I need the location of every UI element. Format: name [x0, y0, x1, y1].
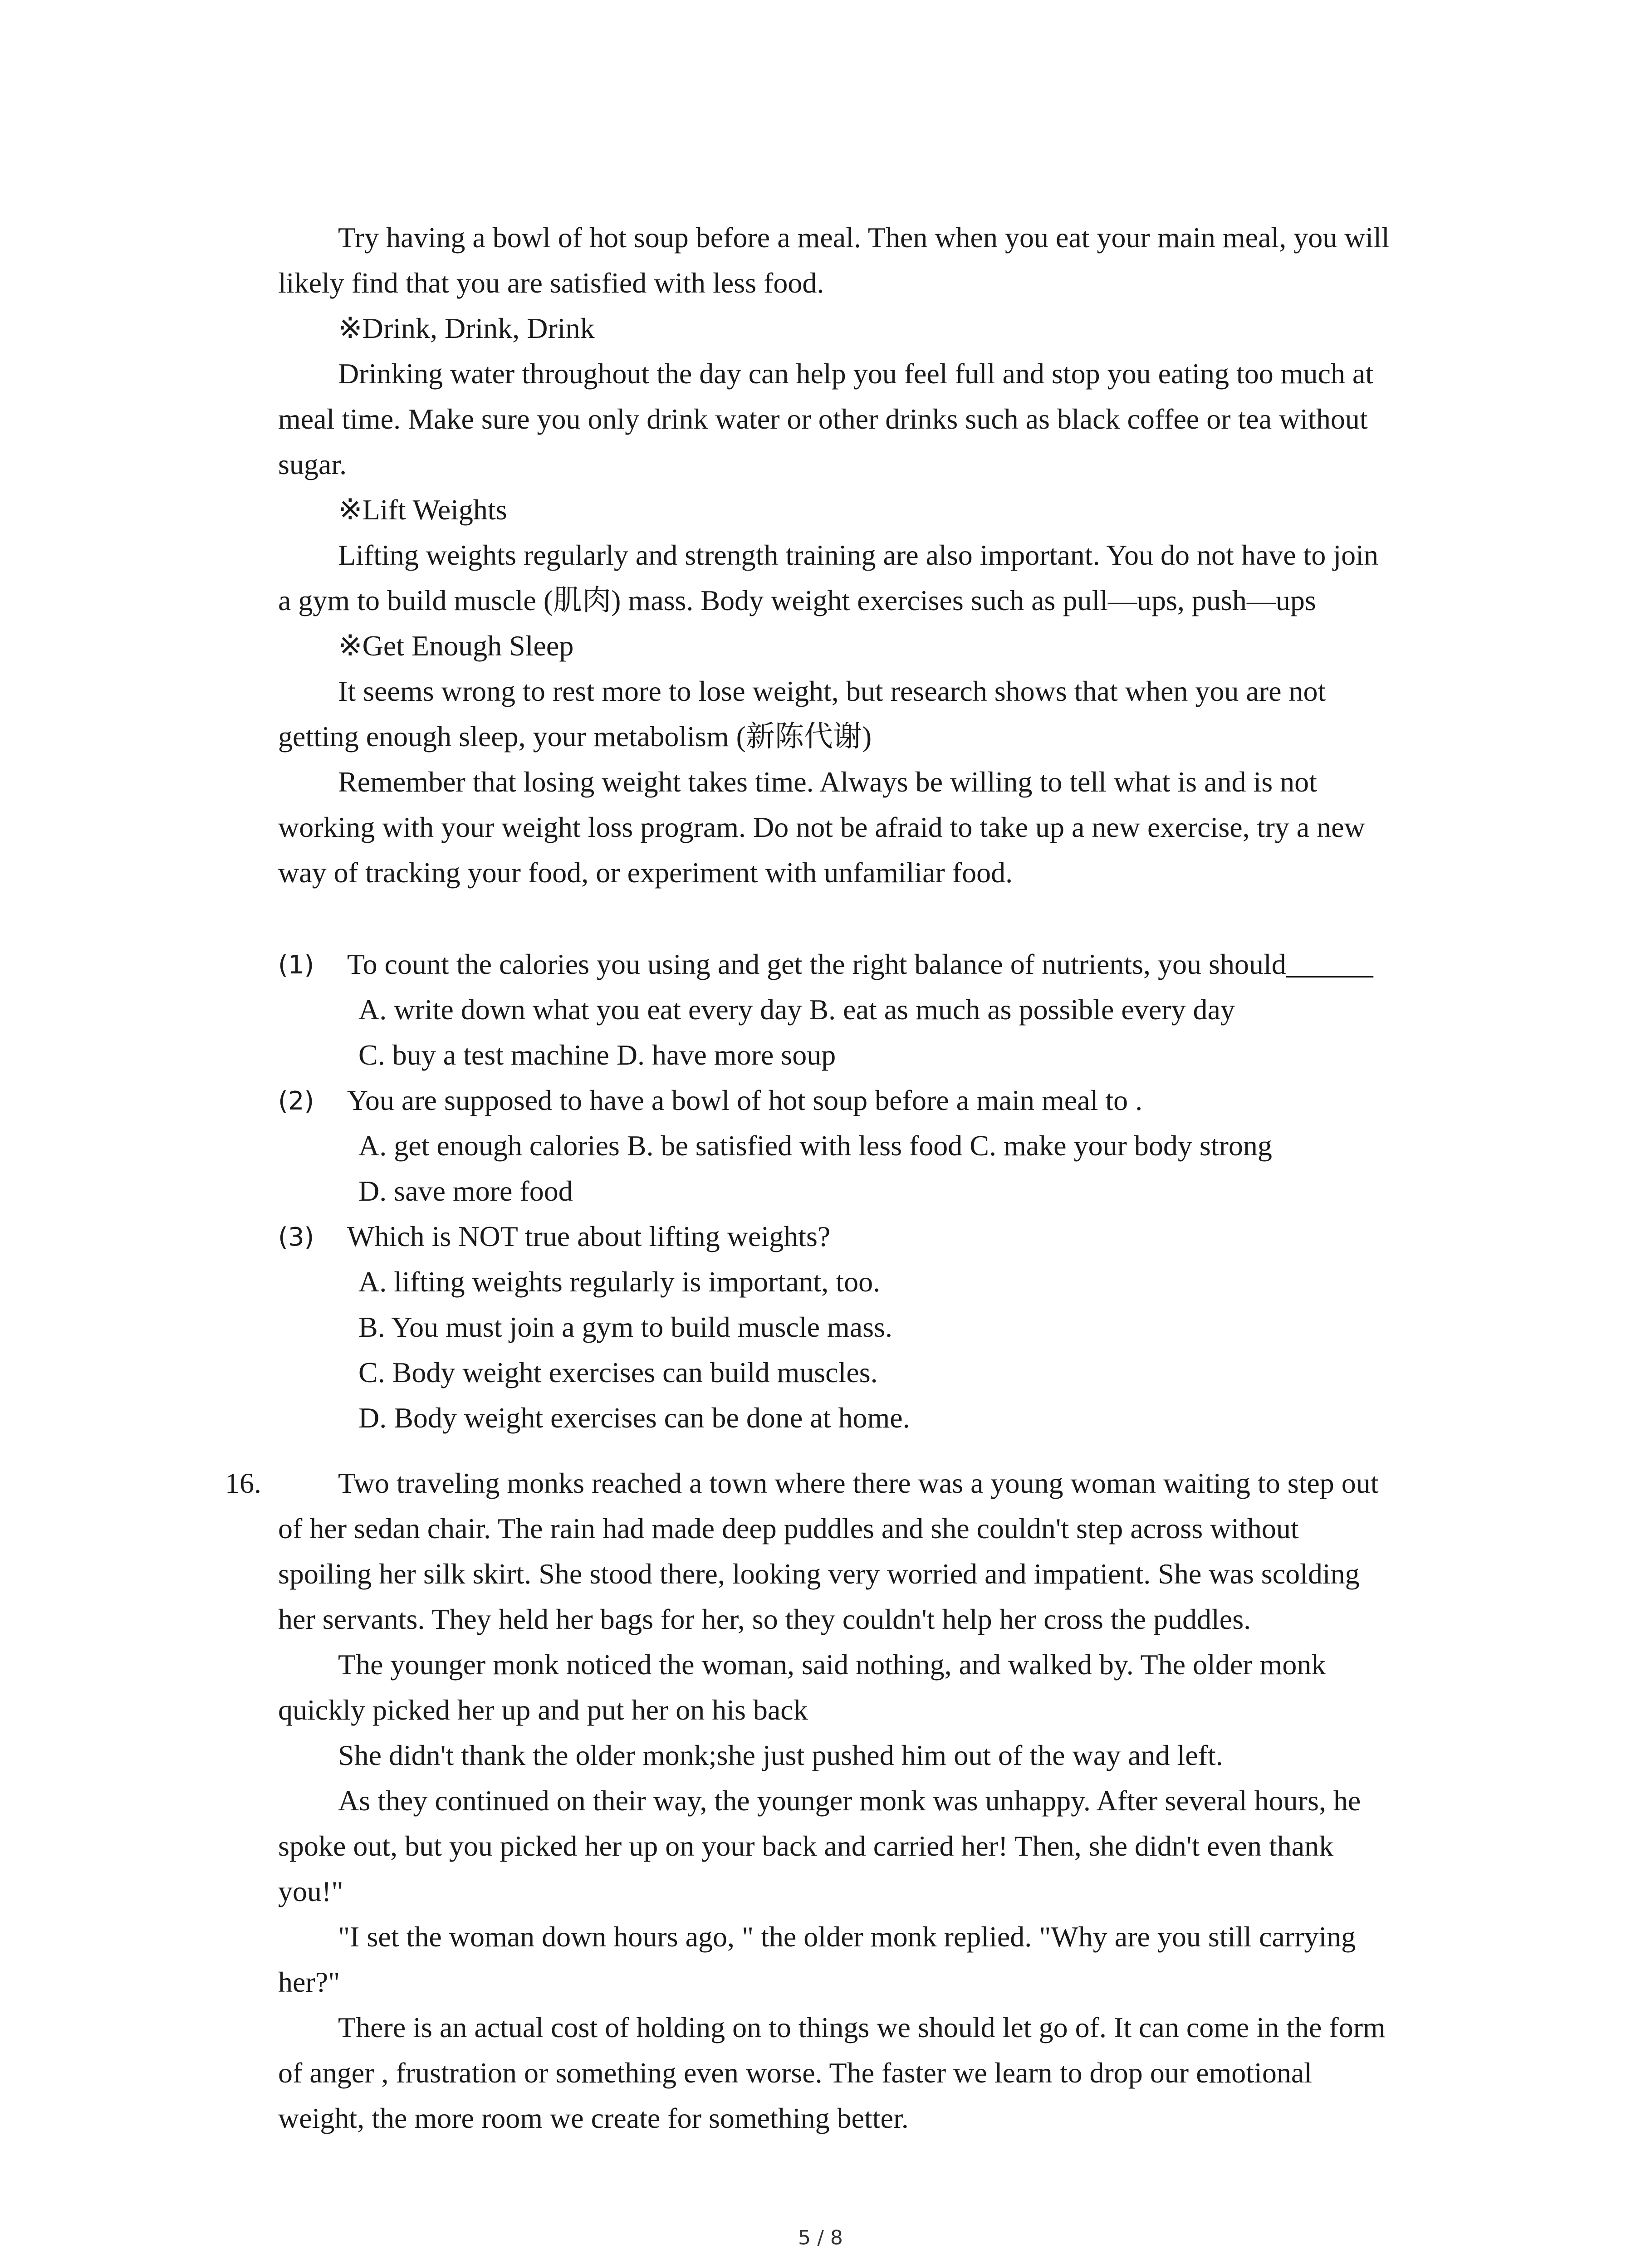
paragraph-line: It seems wrong to rest more to lose weight, but research shows that when you are not — [338, 675, 1326, 707]
paragraph-line: Remember that losing weight takes time. Always be willing to tell what is and is not — [338, 766, 1317, 798]
question-number: (3) — [278, 1222, 314, 1252]
paragraph-line: working with your weight loss program. Do not be afraid to take up a new exercise, try a new — [278, 811, 1365, 843]
question-option: D. Body weight exercises can be done at home. — [358, 1402, 910, 1434]
paragraph-line: Lifting weights regularly and strength training are also important. You do not have to join — [338, 539, 1378, 571]
paragraph-line: likely find that you are satisfied with less food. — [278, 267, 824, 299]
paragraph-line: spoke out, but you picked her up on your back and carried her! Then, she didn't even thank — [278, 1830, 1334, 1862]
question-option: C. Body weight exercises can build muscles. — [358, 1356, 878, 1388]
question-number: (2) — [278, 1086, 314, 1116]
question-options: C. buy a test machine D. have more soup — [358, 1039, 836, 1071]
paragraph-line: Drinking water throughout the day can help you feel full and stop you eating too much at — [338, 357, 1374, 390]
paragraph-line: way of tracking your food, or experiment with unfamiliar food. — [278, 856, 1013, 889]
question-number: (1) — [278, 950, 314, 980]
paragraph-line: Try having a bowl of hot soup before a meal. Then when you eat your main meal, you will — [338, 221, 1390, 254]
paragraph-line: of anger , frustration or something even worse. The faster we learn to drop our emotional — [278, 2057, 1312, 2089]
paragraph-line: Two traveling monks reached a town where there was a young woman waiting to step out — [338, 1467, 1379, 1499]
question-option: B. You must join a gym to build muscle mass. — [358, 1311, 892, 1343]
item-number: 16. — [225, 1467, 261, 1499]
paragraph-line: her servants. They held her bags for her, so they couldn't help her cross the puddles. — [278, 1603, 1251, 1635]
paragraph-line: As they continued on their way, the younger monk was unhappy. After several hours, he — [338, 1784, 1361, 1817]
question-option: A. lifting weights regularly is important, too. — [358, 1266, 881, 1298]
question-text: Which is NOT true about lifting weights? — [347, 1220, 831, 1252]
paragraph-line: you!" — [278, 1875, 343, 1907]
paragraph-line: weight, the more room we create for something better. — [278, 2102, 909, 2134]
paragraph-line: a gym to build muscle (肌肉) mass. Body weight exercises such as pull—ups, push—ups — [278, 584, 1316, 616]
question-options: A. get enough calories B. be satisfied with less food C. make your body strong — [358, 1129, 1272, 1162]
paragraph-line: The younger monk noticed the woman, said nothing, and walked by. The older monk — [338, 1648, 1326, 1681]
paragraph-line: of her sedan chair. The rain had made deep puddles and she couldn't step across without — [278, 1512, 1299, 1545]
section-heading-lift-weights: ※Lift Weights — [338, 494, 507, 526]
paragraph-line: meal time. Make sure you only drink water or other drinks such as black coffee or tea without — [278, 403, 1368, 435]
paragraph-line: She didn't thank the older monk;she just pushed him out of the way and left. — [338, 1739, 1223, 1771]
section-heading-drink: ※Drink, Drink, Drink — [338, 312, 595, 344]
paragraph-line: getting enough sleep, your metabolism (新陈代谢) — [278, 720, 872, 753]
section-heading-sleep: ※Get Enough Sleep — [338, 630, 574, 662]
paragraph-line: quickly picked her up and put her on his back — [278, 1694, 808, 1726]
question-text: You are supposed to have a bowl of hot soup before a main meal to . — [347, 1084, 1143, 1116]
paragraph-line: her?" — [278, 1966, 340, 1998]
paragraph-line: There is an actual cost of holding on to things we should let go of. It can come in the form — [338, 2011, 1386, 2043]
question-options: D. save more food — [358, 1175, 573, 1207]
question-options: A. write down what you eat every day B. eat as much as possible every day — [358, 993, 1235, 1026]
question-text: To count the calories you using and get the right balance of nutrients, you should______ — [347, 948, 1373, 980]
paragraph-line: sugar. — [278, 448, 347, 480]
page-number: 5 / 8 — [798, 2226, 843, 2249]
paragraph-line: "I set the woman down hours ago, " the older monk replied. "Why are you still carrying — [338, 1921, 1356, 1953]
paragraph-line: spoiling her silk skirt. She stood there, looking very worried and impatient. She was scolding — [278, 1558, 1360, 1590]
